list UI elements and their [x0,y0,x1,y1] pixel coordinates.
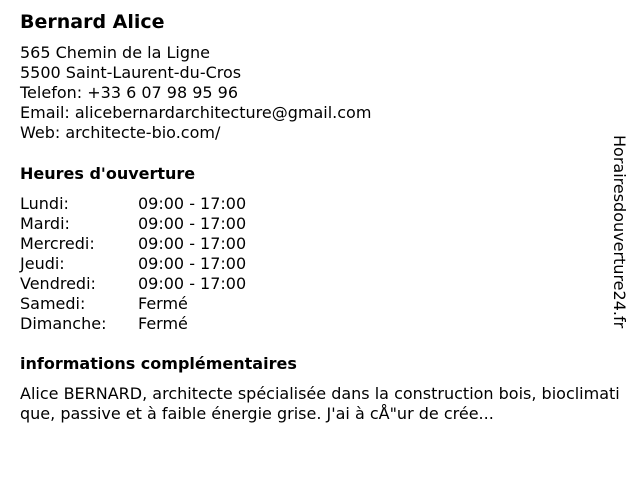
day-label: Dimanche: [20,314,107,333]
hours-row-tuesday [20,214,246,234]
day-label: Jeudi: [20,254,65,273]
day-hours: Fermé [138,294,188,313]
contact-block [20,43,371,143]
hours-row-friday [20,274,246,294]
hours-row-sunday [20,314,246,334]
business-name: Bernard Alice [20,11,165,33]
hours-row-saturday [20,294,246,314]
hours-row-thursday [20,254,246,274]
day-label: Mercredi: [20,234,95,253]
day-label: Mardi: [20,214,70,233]
hours-table [20,194,246,334]
day-hours: 09:00 - 17:00 [138,254,247,273]
address-city: 5500 Saint-Laurent-du-Cros [20,63,242,82]
email-address: Email: alicebernardarchitecture@gmail.com [20,103,372,122]
day-hours: Fermé [138,314,188,333]
day-hours: 09:00 - 17:00 [138,234,247,253]
site-watermark: Horairesdouverture24.fr [610,135,629,329]
hours-row-monday [20,194,246,214]
day-hours: 09:00 - 17:00 [138,194,247,213]
hours-row-wednesday [20,234,246,254]
day-label: Lundi: [20,194,69,213]
address-street: 565 Chemin de la Ligne [20,43,210,62]
extra-info-heading: informations complémentaires [20,354,297,373]
website: Web: architecte-bio.com/ [20,123,221,142]
day-label: Vendredi: [20,274,96,293]
day-label: Samedi: [20,294,86,313]
hours-heading: Heures d'ouverture [20,164,196,183]
phone-number: Telefon: +33 6 07 98 95 96 [20,83,239,102]
extra-info-text: Alice BERNARD, architecte spécialisée dans la construction bois, bioclimatique, passive et à faible énergie grise. J'ai à cÅ"ur de crée... [20,384,620,423]
day-hours: 09:00 - 17:00 [138,274,247,293]
day-hours: 09:00 - 17:00 [138,214,247,233]
